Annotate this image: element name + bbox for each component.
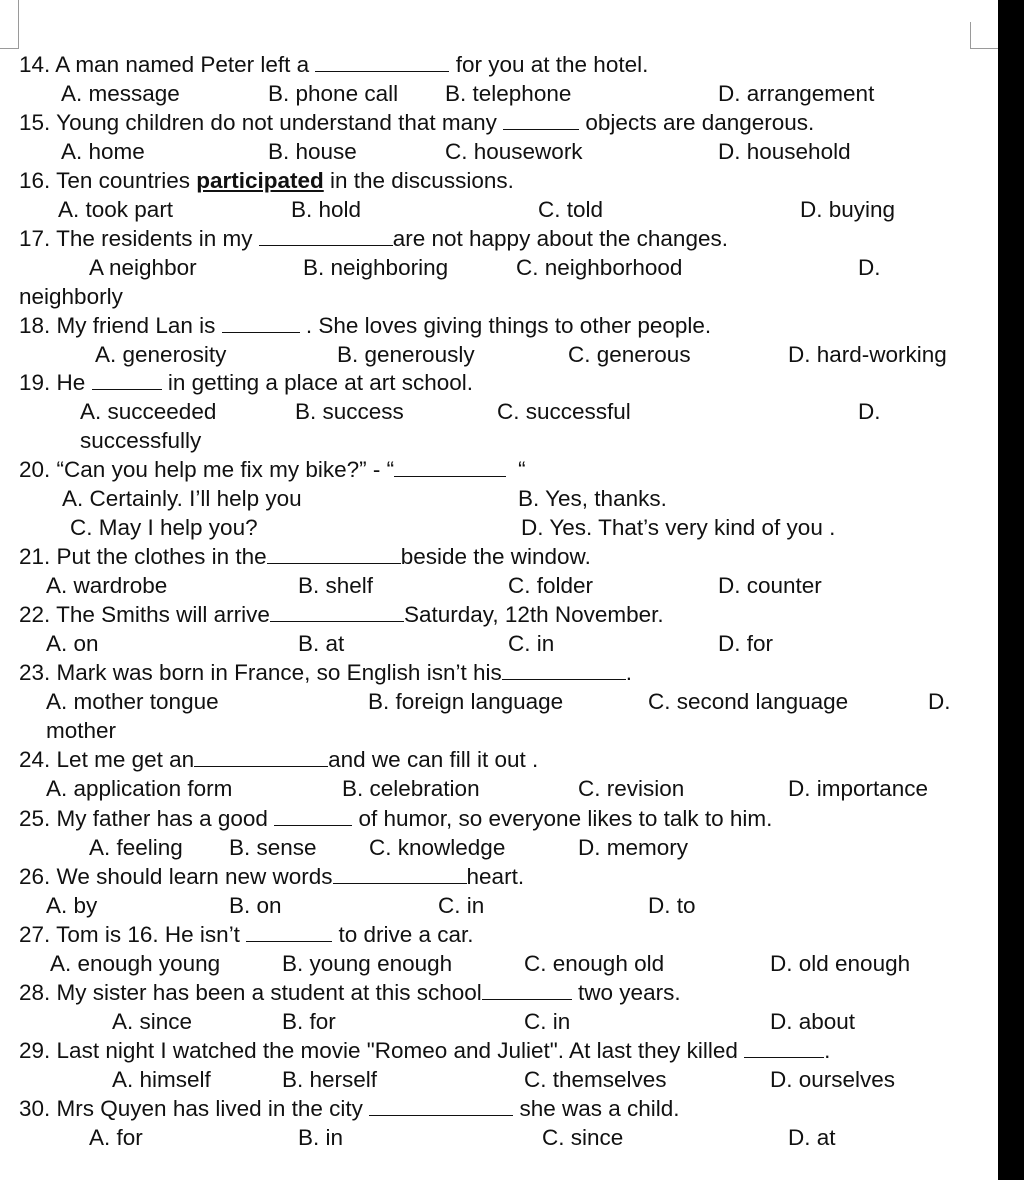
question-18 [19,313,711,339]
option-c[interactable]: C. in [438,893,485,918]
answer-blank[interactable] [194,748,328,767]
option-b[interactable]: B. Yes, thanks. [518,486,667,511]
option-a[interactable]: A. Certainly. I’ll help you [62,486,302,511]
option-b[interactable]: B. at [298,631,345,656]
question-text: to drive a car. [338,922,474,947]
option-c[interactable]: C. in [508,631,555,656]
option-d[interactable]: D. ourselves [770,1067,896,1092]
question-20 [19,457,526,483]
answer-blank[interactable] [394,458,506,477]
option-b[interactable]: B. shelf [298,573,374,598]
question-number: 23. [19,660,51,685]
answer-blank[interactable] [274,807,352,826]
crop-mark-top-right [970,22,971,48]
question-text: A man named Peter left a [55,52,316,77]
option-d[interactable]: D. household [718,139,851,164]
question-text: The residents in my [56,226,259,251]
question-29 [19,1038,830,1064]
question-number: 17. [19,226,51,251]
option-c[interactable]: C. revision [578,776,685,801]
answer-blank[interactable] [503,111,579,130]
option-c[interactable]: B. telephone [445,81,572,106]
option-a[interactable]: A. enough young [50,951,221,976]
answer-blank[interactable] [744,1039,824,1058]
answer-blank[interactable] [502,661,626,680]
question-text: beside the window. [400,544,591,569]
option-d[interactable]: D. old enough [770,951,911,976]
option-d[interactable]: D. to [648,893,696,918]
question-text: and we can fill it out . [328,747,539,772]
option-d[interactable]: D. importance [788,776,929,801]
option-d[interactable]: D. for [718,631,774,656]
answer-blank[interactable] [270,603,404,622]
crop-mark-top-left [0,48,19,49]
question-number: 27. [19,922,51,947]
option-c[interactable]: C. since [542,1125,624,1150]
question-number: 18. [19,313,51,338]
question-text: Ten countries [56,168,197,193]
question-text: Last night I watched the movie "Romeo and Juliet". At last they killed [56,1038,745,1063]
question-30 [19,1096,680,1122]
question-number: 19. [19,370,51,395]
crop-mark-top-left [18,0,19,48]
option-c[interactable]: C. successful [497,399,631,424]
option-d[interactable]: D. arrangement [718,81,875,106]
answer-blank[interactable] [259,227,393,246]
question-number: 28. [19,980,51,1005]
question-15 [19,110,814,136]
answer-blank[interactable] [92,371,162,390]
option-d-continued[interactable]: neighborly [19,284,123,309]
option-a[interactable]: A. wardrobe [46,573,168,598]
option-b[interactable]: B. foreign language [368,689,564,714]
option-a[interactable]: A. for [89,1125,143,1150]
question-text: are not happy about the changes. [392,226,728,251]
question-text: The Smiths will arrive [56,602,270,627]
option-b[interactable]: B. on [229,893,282,918]
question-number: 22. [19,602,51,627]
right-edge-dark-strip [998,0,1024,1180]
question-text: We should learn new words [56,864,333,889]
option-d[interactable]: D. [928,689,951,714]
answer-blank[interactable] [222,314,300,333]
underlined-word: participated [196,168,324,193]
option-d[interactable]: D. [858,255,881,280]
question-text: “ [518,457,526,482]
question-17 [19,226,728,252]
question-23 [19,660,632,686]
option-d[interactable]: D. Yes. That’s very kind of you . [521,515,836,540]
option-d-continued[interactable]: successfully [80,428,202,453]
option-b[interactable]: B. for [282,1009,336,1034]
question-text: she was a child. [519,1096,680,1121]
option-b[interactable]: B. herself [282,1067,378,1092]
question-28 [19,980,681,1006]
option-a[interactable]: A. application form [46,776,233,801]
option-a[interactable]: A neighbor [89,255,197,280]
option-a[interactable]: A. himself [112,1067,211,1092]
question-number: 26. [19,864,51,889]
option-b[interactable]: B. house [268,139,357,164]
answer-blank[interactable] [369,1097,513,1116]
question-text: Mark was born in France, so English isn’t his [56,660,502,685]
answer-blank[interactable] [482,981,572,1000]
answer-blank[interactable] [246,923,332,942]
question-text: Young children do not understand that many [56,110,504,135]
question-24 [19,747,538,773]
option-d-continued[interactable]: mother [46,718,117,743]
option-b[interactable]: B. hold [291,197,362,222]
question-text: Let me get an [56,747,195,772]
question-number: 15. [19,110,51,135]
question-27 [19,922,474,948]
option-a[interactable]: A. succeeded [80,399,217,424]
answer-blank[interactable] [315,53,449,72]
option-b[interactable]: B. phone call [268,81,399,106]
question-16 [19,168,514,194]
question-number: 16. [19,168,51,193]
option-d[interactable]: D. counter [718,573,822,598]
option-c[interactable]: C. housework [445,139,583,164]
option-d[interactable]: D. [858,399,881,424]
option-a[interactable]: A. message [61,81,180,106]
answer-blank[interactable] [267,545,401,564]
option-a[interactable]: A. since [112,1009,193,1034]
option-d[interactable]: D. memory [578,835,689,860]
question-text: . [824,1038,831,1063]
option-c[interactable]: C. folder [508,573,594,598]
option-a[interactable]: A. mother tongue [46,689,219,714]
question-number: 21. [19,544,51,569]
option-b[interactable]: B. celebration [342,776,480,801]
question-number: 30. [19,1096,51,1121]
question-text: Saturday, 12th November. [403,602,664,627]
option-c[interactable]: C. told [538,197,604,222]
option-a[interactable]: A. on [46,631,99,656]
option-b[interactable]: B. success [295,399,404,424]
option-c[interactable]: C. enough old [524,951,665,976]
option-b[interactable]: B. neighboring [303,255,449,280]
question-text: He [56,370,92,395]
question-text: heart. [466,864,525,889]
question-text: Tom is 16. He isn’t [50,922,247,947]
option-a[interactable]: A. feeling [89,835,183,860]
question-text: Put the clothes in the [56,544,267,569]
question-text: My friend Lan is [56,313,222,338]
question-26 [19,864,524,890]
question-text: My father has a good [56,806,275,831]
question-text: two years. [578,980,681,1005]
crop-mark-top-right [970,48,998,49]
option-b[interactable]: B. generously [337,342,475,367]
option-d[interactable]: D. at [788,1125,836,1150]
option-b[interactable]: B. in [298,1125,344,1150]
option-c[interactable]: C. themselves [524,1067,667,1092]
question-19 [19,370,473,396]
question-text: Mrs Quyen has lived in the city [56,1096,370,1121]
option-a[interactable]: A. generosity [95,342,227,367]
question-number: 25. [19,806,51,831]
question-text: in the discussions. [323,168,514,193]
question-text: My sister has been a student at this school [56,980,482,1005]
option-d[interactable]: D. hard-working [788,342,947,367]
option-c[interactable]: C. second language [648,689,849,714]
option-a[interactable]: A. by [46,893,98,918]
question-22 [19,602,664,628]
question-14 [19,52,648,78]
question-text: for you at the hotel. [455,52,649,77]
option-c[interactable]: C. in [524,1009,571,1034]
question-21 [19,544,591,570]
question-number: 29. [19,1038,51,1063]
option-b[interactable]: B. young enough [282,951,453,976]
option-d[interactable]: D. buying [800,197,896,222]
question-text: . [625,660,632,685]
option-c[interactable]: C. May I help you? [70,515,258,540]
option-a[interactable]: A. home [61,139,145,164]
question-number: 20. [19,457,51,482]
option-d[interactable]: D. about [770,1009,856,1034]
question-text: in getting a place at art school. [167,370,474,395]
option-c[interactable]: C. knowledge [369,835,506,860]
question-text: . She loves giving things to other people. [305,313,712,338]
option-b[interactable]: B. sense [229,835,317,860]
question-number: 24. [19,747,51,772]
option-c[interactable]: C. neighborhood [516,255,683,280]
question-number: 14. [19,52,51,77]
question-text: “Can you help me fix my bike?” - “ [56,457,395,482]
question-text: of humor, so everyone likes to talk to him. [358,806,773,831]
question-25 [19,806,772,832]
option-c[interactable]: C. generous [568,342,691,367]
question-text: objects are dangerous. [585,110,815,135]
option-a[interactable]: A. took part [58,197,174,222]
answer-blank[interactable] [333,865,467,884]
